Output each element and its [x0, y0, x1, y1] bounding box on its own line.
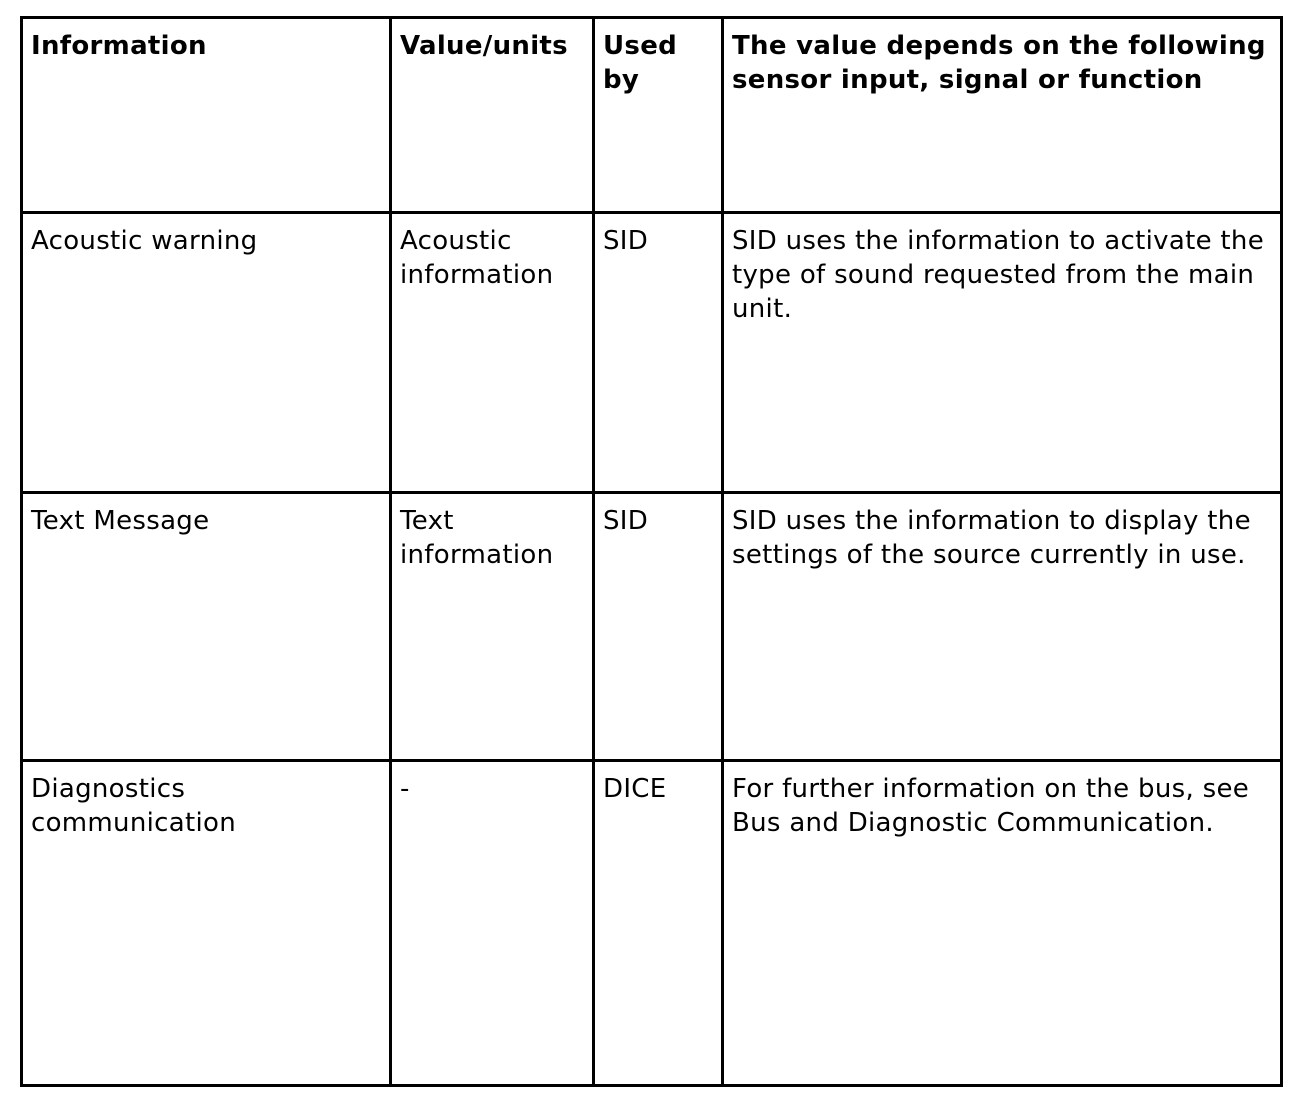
header-used-by-label: Used by	[603, 31, 678, 95]
cell-information-text: Acoustic warning	[31, 226, 258, 256]
cell-depends-on	[723, 213, 1282, 493]
table-row	[22, 213, 1282, 493]
header-depends-on-label: The value depends on the following sensor input, signal or function	[732, 31, 1266, 95]
header-depends-on	[723, 18, 1282, 213]
cell-value-units	[391, 761, 594, 1086]
cell-used-by	[594, 493, 723, 761]
table-header-row	[22, 18, 1282, 213]
cell-depends-on	[723, 493, 1282, 761]
cell-depends-on-text: SID uses the information to display the settings of the source currently in use.	[732, 506, 1251, 570]
cell-used-by-text: SID	[603, 506, 649, 536]
cell-value-units	[391, 213, 594, 493]
information-table	[20, 16, 1283, 1087]
cell-value-units-text: Text information	[400, 506, 554, 570]
cell-information	[22, 493, 391, 761]
cell-used-by-text: DICE	[603, 774, 667, 804]
cell-depends-on-text: For further information on the bus, see Bus and Diagnostic Communication.	[732, 774, 1250, 838]
cell-information-text: Text Message	[31, 506, 210, 536]
header-used-by	[594, 18, 723, 213]
cell-information	[22, 761, 391, 1086]
header-information	[22, 18, 391, 213]
cell-information	[22, 213, 391, 493]
cell-value-units-text: Acoustic information	[400, 226, 554, 290]
cell-value-units	[391, 493, 594, 761]
table-row	[22, 761, 1282, 1086]
cell-used-by	[594, 761, 723, 1086]
table-body	[22, 213, 1282, 1086]
cell-used-by-text: SID	[603, 226, 649, 256]
header-value-units	[391, 18, 594, 213]
cell-information-text: Diagnostics communication	[31, 774, 236, 838]
header-information-label: Information	[31, 31, 207, 61]
cell-depends-on	[723, 761, 1282, 1086]
cell-used-by	[594, 213, 723, 493]
cell-depends-on-text: SID uses the information to activate the type of sound requested from the main unit.	[732, 226, 1264, 324]
header-value-units-label: Value/units	[400, 31, 568, 61]
table-header	[22, 18, 1282, 213]
cell-value-units-text: -	[400, 774, 410, 804]
table-row	[22, 493, 1282, 761]
